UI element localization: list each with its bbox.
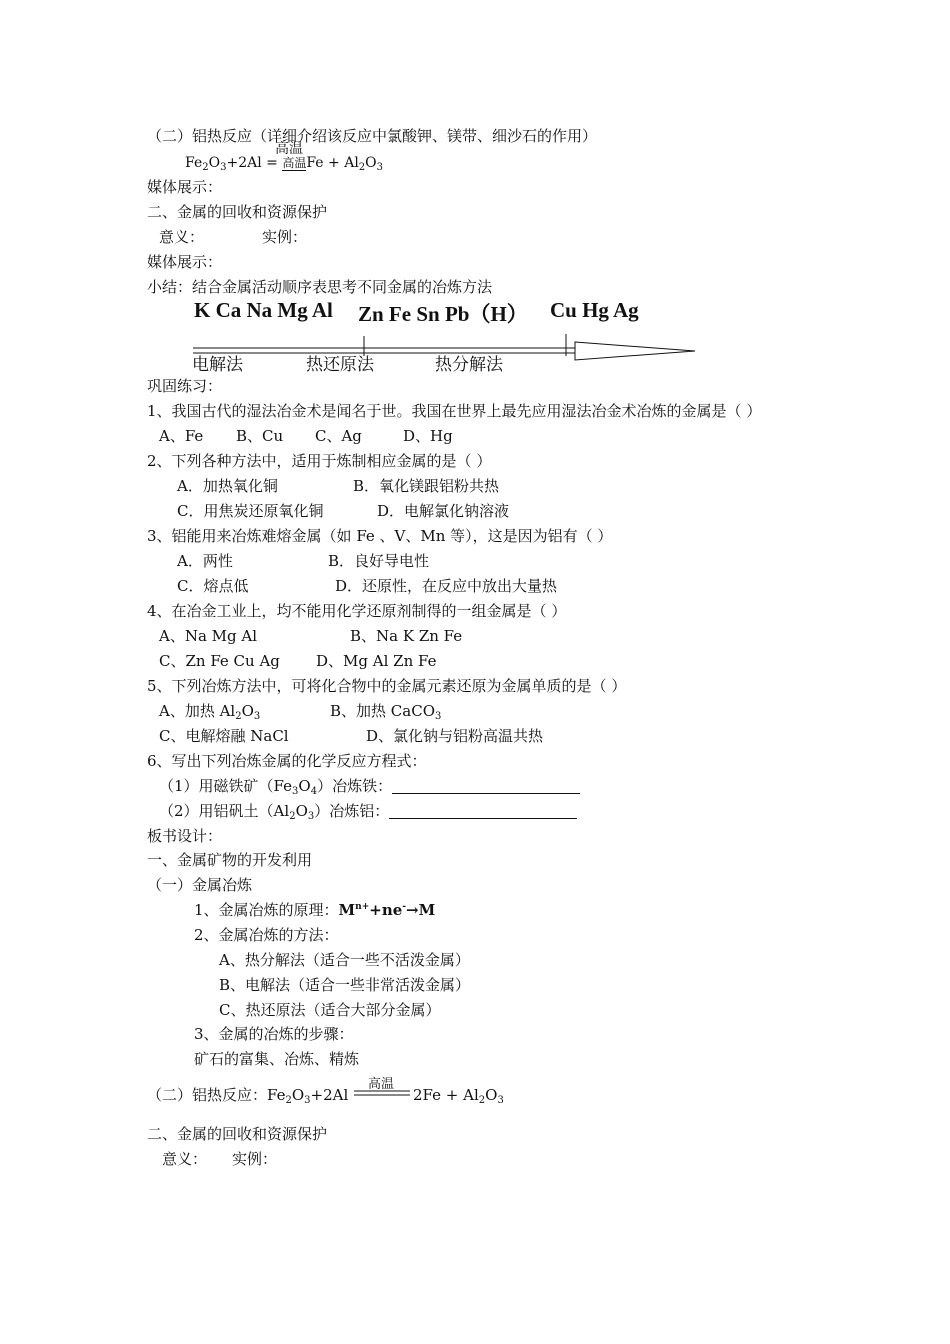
board-steps: 矿石的富集、冶炼、精炼 bbox=[194, 1050, 360, 1068]
q3-option-d: D．还原性，在反应中放出大量热 bbox=[335, 577, 558, 595]
q3-option-c: C．熔点低 bbox=[177, 577, 249, 595]
method-electrolysis: 电解法 bbox=[192, 355, 243, 375]
q1-option-d: D、Hg bbox=[403, 427, 453, 445]
q1-option-b: B、Cu bbox=[236, 427, 284, 445]
q3-option-b: B．良好导电性 bbox=[328, 552, 430, 570]
board-method-a: A、热分解法（适合一些不活泼金属） bbox=[219, 951, 470, 969]
q2-option-d: D．电解氯化钠溶液 bbox=[377, 502, 510, 520]
q6-item-2: （2）用铝矾土$(Al_2O_3)$冶炼铝： bbox=[159, 801, 577, 821]
q6-item-1: （1）用磁铁矿$(Fe_3O_4)$冶炼铁： bbox=[159, 776, 580, 796]
thermite-equation: $Fe_2O_3+2Al$ = 高温$Fe + Al_2O_3$ bbox=[185, 155, 384, 173]
board-section-2: 二、金属的回收和资源保护 bbox=[147, 1125, 328, 1143]
question-1: 1、我国古代的湿法冶金术是闻名于世。我国在世界上最先应用湿法冶金术冶炼的金属是（ ） bbox=[147, 402, 762, 420]
q2-option-c: C．用焦炭还原氧化铜 bbox=[177, 502, 324, 520]
activity-group-2: Zn Fe Sn Pb（H） bbox=[358, 302, 528, 326]
q2-option-b: B．氧化镁跟铝粉共热 bbox=[353, 477, 500, 495]
question-5: 5、下列冶炼方法中，可将化合物中的金属元素还原为金属单质的是（ ） bbox=[147, 677, 627, 695]
q1-option-c: C、Ag bbox=[315, 427, 362, 445]
board-method-c: C、热还原法（适合大部分金属） bbox=[219, 1001, 441, 1019]
q6-answer-blank-2[interactable] bbox=[389, 804, 577, 819]
board-thermite-equation: （二）铝热反应：$Fe_2O_3+2Al$ bbox=[147, 1086, 349, 1106]
recycle-heading: 二、金属的回收和资源保护 bbox=[147, 203, 328, 221]
method-thermal-reduction: 热还原法 bbox=[306, 355, 374, 375]
recycle-example: 实例： bbox=[262, 228, 308, 246]
summary-label: 小结：结合金属活动顺序表思考不同金属的冶炼方法 bbox=[147, 278, 493, 296]
board-thermite-products: $2Fe + Al_2O_3$ bbox=[413, 1086, 504, 1106]
media-label-2: 媒体展示： bbox=[147, 253, 223, 271]
q2-option-a: A．加热氧化铜 bbox=[177, 477, 278, 495]
question-2: 2、下列各种方法中，适用于炼制相应金属的是（ ） bbox=[147, 452, 492, 470]
question-4: 4、在冶金工业上，均不能用化学还原剂制得的一组金属是（ ） bbox=[147, 602, 567, 620]
q1-option-a: A、Fe bbox=[159, 427, 204, 445]
board-heading: 板书设计： bbox=[147, 827, 223, 845]
q5-option-c: C、电解熔融 NaCl bbox=[159, 727, 289, 745]
q4-option-c: C、Zn Fe Cu Ag bbox=[159, 652, 280, 670]
q5-option-b: B、加热 CaCO$_3$ bbox=[330, 702, 442, 722]
q4-option-a: A、Na Mg Al bbox=[159, 627, 258, 645]
board-method-b: B、电解法（适合一些非常活泼金属） bbox=[219, 976, 471, 994]
question-3: 3、铝能用来冶炼难熔金属（如 Fe 、V、Mn 等），这是因为铝有（ ） bbox=[147, 527, 613, 545]
activity-group-3: Cu Hg Ag bbox=[550, 298, 639, 322]
method-thermal-decomposition: 热分解法 bbox=[435, 355, 503, 375]
board-principle: 1、金属冶炼的原理：$M^{n+}+ne^-\to M$ bbox=[194, 901, 436, 919]
condition-label-top: 高温 bbox=[275, 141, 303, 157]
q6-answer-blank-1[interactable] bbox=[392, 779, 580, 794]
q4-option-d: D、Mg Al Zn Fe bbox=[316, 652, 437, 670]
board-sub-1: （一）金属冶炼 bbox=[147, 876, 253, 894]
recycle-meaning: 意义： bbox=[159, 228, 205, 246]
board-equals-bar bbox=[352, 1088, 412, 1098]
q3-option-a: A．两性 bbox=[177, 552, 233, 570]
question-6: 6、写出下列冶炼金属的化学反应方程式： bbox=[147, 752, 427, 770]
q4-option-b: B、Na K Zn Fe bbox=[350, 627, 463, 645]
board-condition-label: 高温 bbox=[368, 1077, 395, 1092]
board-example: 实例： bbox=[232, 1150, 278, 1168]
thermite-heading: （二）铝热反应（详细介绍该反应中氯酸钾、镁带、细沙石的作用） bbox=[147, 127, 598, 145]
q5-option-a: A、加热 $Al_2O_3$ bbox=[159, 702, 261, 722]
board-methods: 2、金属冶炼的方法： bbox=[194, 926, 339, 944]
board-section-1: 一、金属矿物的开发利用 bbox=[147, 851, 313, 869]
practice-heading: 巩固练习： bbox=[147, 377, 223, 395]
board-meaning: 意义： bbox=[162, 1150, 208, 1168]
media-label-1: 媒体展示： bbox=[147, 178, 223, 196]
activity-group-1: K Ca Na Mg Al bbox=[194, 298, 333, 322]
q5-option-d: D、氯化钠与铝粉高温共热 bbox=[366, 727, 544, 745]
board-steps-label: 3、金属的冶炼的步骤： bbox=[194, 1025, 354, 1043]
